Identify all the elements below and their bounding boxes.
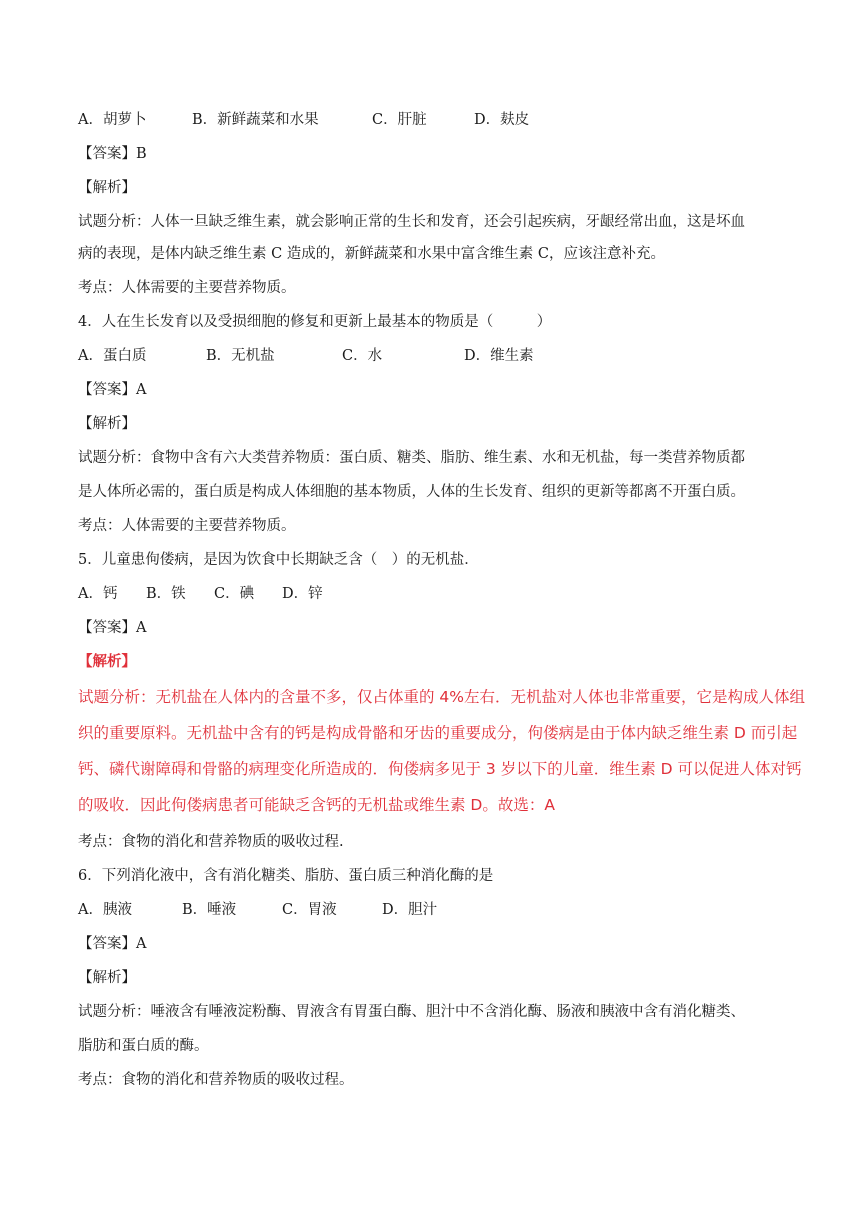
q4-analysis-line-1: 试题分析：食物中含有六大类营养物质：蛋白质、糖类、脂肪、维生素、水和无机盐，每一类营养物质都 [78,450,745,466]
q3-option-d: D．麸皮 [474,112,530,128]
q5-point: 考点：食物的消化和营养物质的吸收过程. [78,834,344,850]
q5-answer: 【答案】A [78,620,147,636]
q5-analysis-line-4: 的吸收．因此佝偻病患者可能缺乏含钙的无机盐或维生素 D。故选：A [78,796,555,814]
q6-option-d: D．胆汁 [382,902,438,918]
q6-stem: 6．下列消化液中，含有消化糖类、脂肪、蛋白质三种消化酶的是 [78,868,494,884]
q4-option-b: B．无机盐 [206,348,275,364]
q5-stem: 5．儿童患佝偻病，是因为饮食中长期缺乏含（ ）的无机盐． [78,552,479,568]
q3-option-b: B．新鲜蔬菜和水果 [192,112,319,128]
q6-point: 考点：食物的消化和营养物质的吸收过程。 [78,1072,354,1088]
q3-analysis-line-2: 病的表现，是体内缺乏维生素 C 造成的，新鲜蔬菜和水果中富含维生素 C，应该注意补充。 [78,246,666,262]
q3-option-c: C．肝脏 [372,112,427,128]
q4-option-c: C．水 [342,348,383,364]
q6-analysis-line-1: 试题分析：唾液含有唾液淀粉酶、胃液含有胃蛋白酶、胆汁中不含消化酶、肠液和胰液中含有消化糖类、 [78,1004,745,1020]
q5-analysis-line-3: 钙、磷代谢障碍和骨骼的病理变化所造成的．佝偻病多见于 3 岁以下的儿童．维生素 D 可以促进人体对钙 [78,760,802,778]
q5-option-a: A．钙 [78,586,118,602]
q5-option-d: D．锌 [282,586,323,602]
q6-analysis-label: 【解析】 [78,970,136,986]
q4-option-d: D．维生素 [464,348,534,364]
q3-point: 考点：人体需要的主要营养物质。 [78,280,296,296]
q4-point: 考点：人体需要的主要营养物质。 [78,518,296,534]
q4-answer: 【答案】A [78,382,147,398]
q4-option-a: A．蛋白质 [78,348,147,364]
q4-analysis-line-2: 是人体所必需的，蛋白质是构成人体细胞的基本物质，人体的生长发育、组织的更新等都离不开蛋白质。 [78,484,745,500]
q4-stem: 4．人在生长发育以及受损细胞的修复和更新上最基本的物质是（ ） [78,314,552,330]
q3-analysis-label: 【解析】 [78,180,136,196]
q4-analysis-label: 【解析】 [78,416,136,432]
q6-analysis-line-2: 脂肪和蛋白质的酶。 [78,1038,209,1054]
q6-option-c: C．胃液 [282,902,337,918]
q6-option-a: A．胰液 [78,902,132,918]
q5-analysis-line-2: 织的重要原料。无机盐中含有的钙是构成骨骼和牙齿的重要成分，佝偻病是由于体内缺乏维生素 D 而引起 [78,724,798,742]
q3-option-a: A．胡萝卜 [78,112,147,128]
q5-analysis-label: 【解析】 [78,654,136,670]
q3-analysis-line-1: 试题分析：人体一旦缺乏维生素，就会影响正常的生长和发育，还会引起疾病，牙龈经常出血，这是坏血 [78,214,745,230]
q6-option-b: B．唾液 [182,902,237,918]
q3-answer: 【答案】B [78,146,147,162]
q6-answer: 【答案】A [78,936,147,952]
q5-option-c: C．碘 [214,586,255,602]
q5-analysis-line-1: 试题分析：无机盐在人体内的含量不多，仅占体重的 4%左右．无机盐对人体也非常重要，它是构成人体组 [78,688,806,706]
q5-option-b: B．铁 [146,586,186,602]
